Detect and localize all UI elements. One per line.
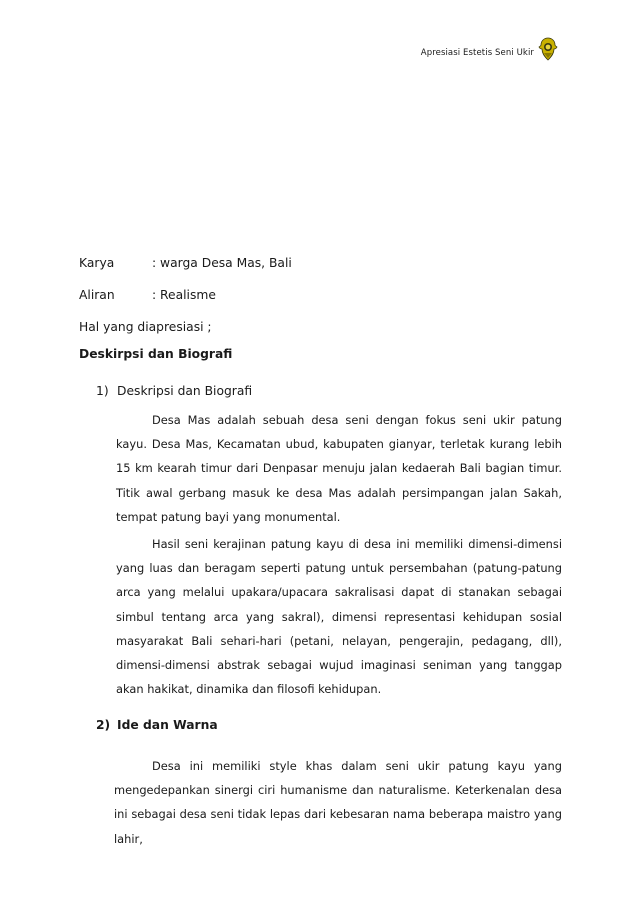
item2-paragraph-1: Desa ini memiliki style khas dalam seni ukir patung kayu yang mengedepankan sinergi ciri humanisme dan naturalisme. Keterkenalan desa ini sebagai desa seni tidak lepas dari kebesaran nama beberapa maistro yang lahir, [114,759,562,846]
aliran-label: Aliran [79,288,115,302]
aliran-value: : Realisme [152,288,216,302]
garuda-emblem-icon [538,37,558,61]
karya-label: Karya [79,256,115,270]
section-heading: Deskirpsi dan Biografi [79,347,233,361]
header-title: Apresiasi Estetis Seni Ukir [420,48,534,58]
item1-paragraph-1: Desa Mas adalah sebuah desa seni dengan fokus seni ukir patung kayu. Desa Mas, Kecamatan ubud, kabupaten gianyar, terletak kurang lebih 15 km kearah timur dari Denpasar menuju jalan kedaerah Bali bagian timur. Titik awal gerbang masuk ke desa Mas adalah persimpangan jalan Sakah, tempat patung bayi yang monumental. [116,413,562,524]
hal-text: Hal yang diapresiasi ; [79,320,212,334]
item1-paragraph-2: Hasil seni kerajinan patung kayu di desa ini memiliki dimensi-dimensi yang luas dan beragam seperti patung untuk persembahan (patung-patung arca yang melalui upakara/upacara sakralisasi dapat di stanakan sebagai simbul tentang arca yang sakral), dimensi representasi kehidupan sosial masyarakat Bali sehari-hari (petani, nelayan, pengerajin, pedagang, dll), dimensi-dimensi abstrak sebagai wujud imaginasi seniman yang tanggap akan hakikat, dinamika dan filosofi kehidupan. [116,537,562,697]
karya-value: : warga Desa Mas, Bali [152,256,292,270]
page-header [421,36,558,62]
item2-title: Ide dan Warna [117,718,218,732]
item1-number: 1) [96,384,109,398]
item1-title: Deskripsi dan Biografi [117,384,253,398]
item2-number: 2) [96,718,111,732]
